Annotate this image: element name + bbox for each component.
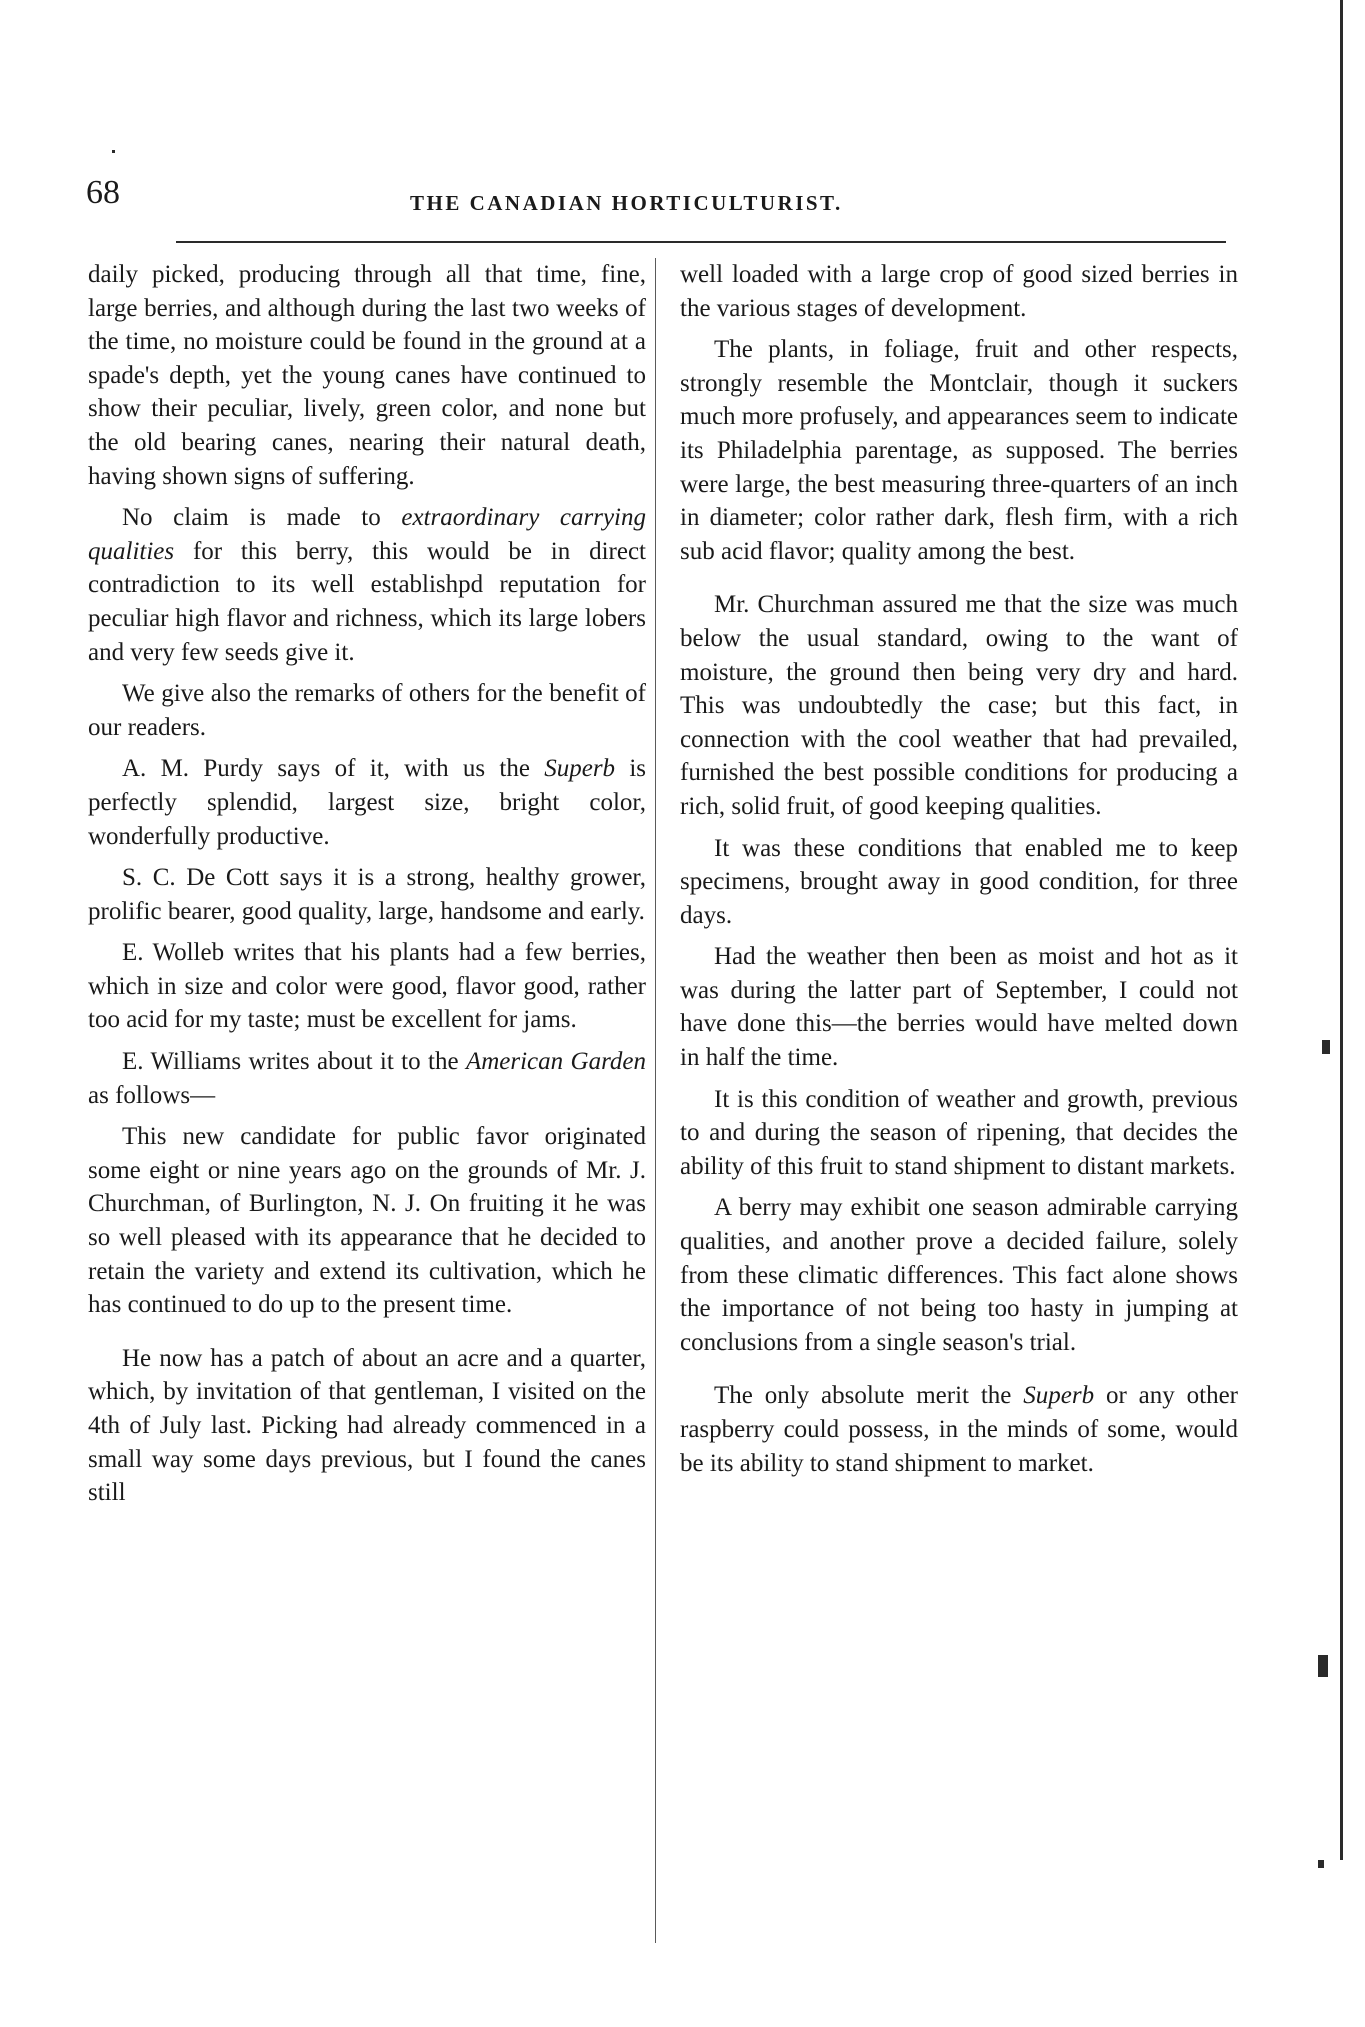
page-edge-line (1340, 0, 1343, 1860)
paragraph (680, 1379, 1238, 1480)
header-rule (176, 241, 1226, 243)
paragraph-text: No claim is made to (122, 504, 402, 532)
page-number: 68 (86, 174, 120, 211)
scan-speck (1318, 1860, 1324, 1868)
paragraph: This new candidate for public favor originated some eight or nine years ago on the grounds of Mr. J. Churchman, of Burlington, N. J. On fruiting it he was so well pleased with its appearance that he decided to retain the variety and extend its cultivation, which he has continued to do up to the present time. (88, 1123, 646, 1319)
paragraph-text: for this berry, this would be in direct contradiction to its well establishpd reputation for peculiar high flavor and richness, which its large lobers and very few seeds give it. (88, 537, 646, 666)
paragraph: well loaded with a large crop of good sized berries in the various stages of development. (680, 261, 1238, 322)
paragraph: S. C. De Cott says it is a strong, healthy grower, prolific bearer, good quality, large, handsome and early. (88, 864, 646, 925)
emphasis: extraordinary carrying qualities (88, 504, 646, 565)
paragraph: It is this condition of weather and growth, previous to and during the season of ripening, that decides the ability of this fruit to stand shipment to distant markets. (680, 1085, 1238, 1180)
paragraph-text: or any other raspberry could possess, in the minds of some, would be its ability to stand shipment to market. (680, 1382, 1238, 1477)
emphasis: American Garden (465, 1048, 646, 1076)
scan-speck (1322, 1040, 1330, 1054)
paragraph: daily picked, producing through all that time, fine, large berries, and although during the last two weeks of the time, no moisture could be found in the ground at a spade's depth, yet the young canes have continued to show their peculiar, lively, green color, and none but the old bearing canes, nearing their natural death, having shown signs of suffering. (88, 261, 646, 490)
scan-speck (1318, 1655, 1328, 1677)
paragraph-text: A. M. Purdy says of it, with us the (122, 755, 545, 783)
paragraph (88, 752, 646, 853)
paragraph: He now has a patch of about an acre and a quarter, which, by invitation of that gentleman, I visited on the 4th of July last. Picking had already commenced in a small way some days previous, but I found the canes still (88, 1344, 646, 1507)
paragraph-text: is perfectly splendid, largest size, bright color, wonderfully productive. (88, 755, 646, 850)
scan-speck (112, 150, 115, 153)
paragraph (88, 1045, 646, 1112)
paragraph: We give also the remarks of others for the benefit of our readers. (88, 680, 646, 741)
emphasis: Superb (544, 755, 616, 783)
paragraph-text: The only absolute merit the (714, 1382, 1024, 1410)
paragraph (88, 501, 646, 669)
left-column (88, 258, 646, 1518)
paragraph: The plants, in foliage, fruit and other respects, strongly resemble the Montclair, though it suckers much more profusely, and appearances seem to indicate its Philadelphia parentage, as supposed. The berries were large, the best measuring three-quarters of an inch in diameter; color rather dark, flesh firm, with a rich sub acid flavor; quality among the best. (680, 336, 1238, 565)
paragraph: Had the weather then been as moist and hot as it was during the latter part of September, I could not have done this—the berries would have melted down in half the time. (680, 943, 1238, 1072)
running-title: THE CANADIAN HORTICULTURIST. (410, 191, 843, 215)
paragraph-text: E. Williams writes about it to the (122, 1048, 466, 1076)
paragraph: It was these conditions that enabled me to keep specimens, brought away in good condition, for three days. (680, 834, 1238, 929)
paragraph: E. Wolleb writes that his plants had a few berries, which in size and color were good, flavor good, rather too acid for my taste; must be excellent for jams. (88, 939, 646, 1034)
paragraph-text: as follows— (88, 1081, 216, 1109)
column-divider (655, 258, 656, 1943)
paragraph: A berry may exhibit one season admirable carrying qualities, and another prove a decided failure, solely from these climatic differences. This fact alone shows the importance of not being too hasty in jumping at conclusions from a single season's trial. (680, 1194, 1238, 1356)
paragraph: Mr. Churchman assured me that the size was much below the usual standard, owing to the want of moisture, the ground then being very dry and hard. This was undoubtedly the case; but this fact, in connection with the cool weather that had prevailed, furnished the best possible conditions for producing a rich, solid fruit, of good keeping qualities. (680, 591, 1238, 820)
emphasis: Superb (1023, 1382, 1095, 1410)
right-column (680, 258, 1238, 1488)
